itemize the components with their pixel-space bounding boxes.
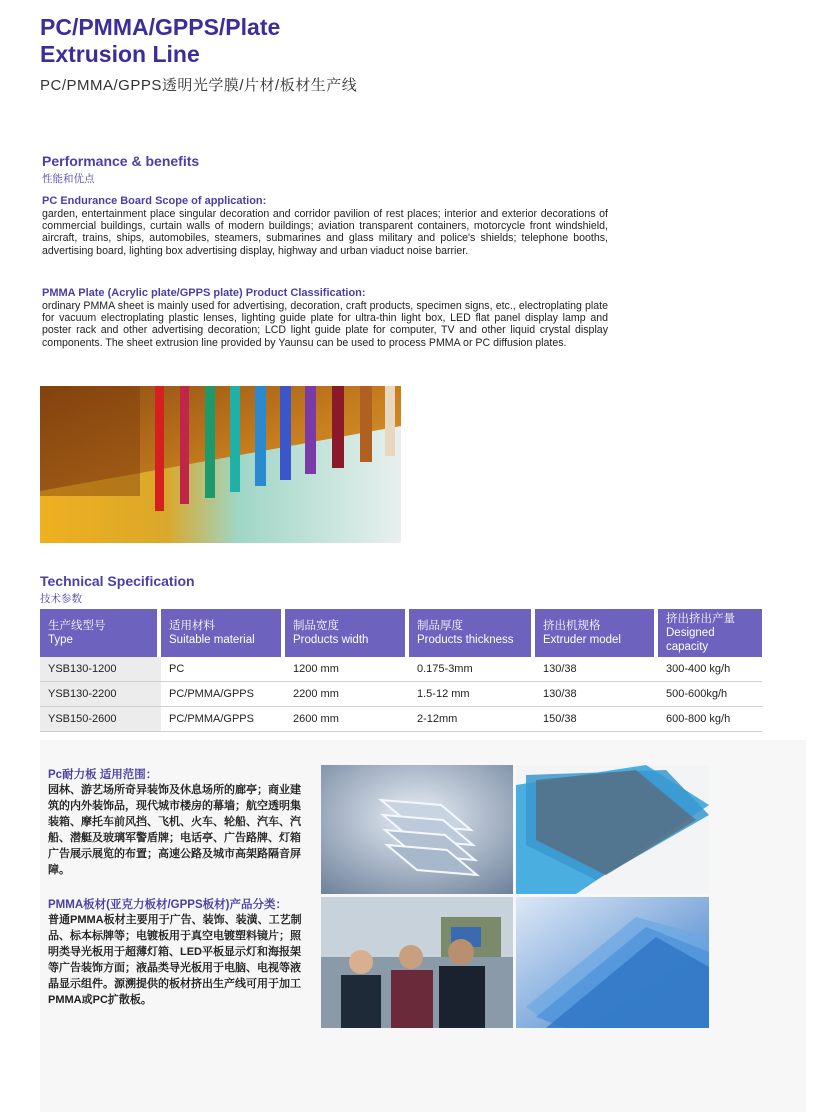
blue-panels-photo bbox=[516, 765, 709, 894]
table-row: YSB150-2600 PC/PMMA/GPPS 2600 mm 2-12mm 150/38 600-800 kg/h bbox=[40, 707, 762, 732]
pc-scope-heading: PC Endurance Board Scope of application: bbox=[42, 195, 267, 207]
spec-heading: Technical Specification bbox=[40, 573, 195, 589]
cn-pc-heading: Pc耐力板 适用范围： bbox=[48, 769, 158, 781]
performance-heading: Performance & benefits bbox=[42, 153, 200, 169]
table-row: YSB130-1200 PC 1200 mm 0.175-3mm 130/38 300-400 kg/h bbox=[40, 657, 762, 682]
cn-pmma-text: 普通PMMA板材主要用于广告、装饰、装潢、工艺制品、标本标牌等；电镀板用于真空电镀塑料镜片；照明类导光板用于超薄灯箱、LED平板显示灯和海报架等广告装饰方面；液晶类导光板用于电脑、电视等液晶显示组件。源溯提供的板材挤出生产线可用于加工PMMA或PC扩散板。 bbox=[48, 914, 302, 1006]
table-row: YSB130-2200 PC/PMMA/GPPS 2200 mm 1.5-12 mm 130/38 500-600kg/h bbox=[40, 682, 762, 707]
title-line-1: PC/PMMA/GPPS/Plate bbox=[40, 14, 281, 40]
cn-pc-text: 园林、游艺场所奇异装饰及休息场所的廊亭；商业建筑的内外装饰品，现代城市楼房的幕墙；航空透明集装箱、摩托车前风挡、飞机、火车、轮船、汽车、汽船、潜艇及玻璃军警盾牌；电话亭、广告路牌、灯箱广告展示展览的布置；高速公路及城市高架路隔音屏障。 bbox=[48, 784, 301, 876]
colored-plates-photo bbox=[40, 386, 401, 543]
factory-people-photo bbox=[321, 897, 513, 1028]
page-title bbox=[40, 14, 280, 68]
col-width: 制品宽度 Products width bbox=[285, 609, 409, 657]
diffusion-plates-photo bbox=[516, 897, 709, 1028]
spec-header-row bbox=[40, 609, 762, 657]
subtitle-cn: PC/PMMA/GPPS透明光学膜/片材/板材生产线 bbox=[40, 77, 358, 94]
pmma-heading: PMMA Plate (Acrylic plate/GPPS plate) Product Classification: bbox=[42, 287, 366, 299]
clear-plates-photo bbox=[321, 765, 513, 894]
col-thickness: 制品厚度 Products thickness bbox=[409, 609, 535, 657]
pc-scope-text: garden, entertainment place singular decoration and corridor pavilion of rest places; interior and exterior decorations of commercial buildings, curtain walls of modern buildings; aviation transparent containers, motorcycle front windshield, aircraft, trains, ships, automobiles, steamers, submarines and glass military and police's shields; telephone booths, advertising board, lighting box advertising display, highway and urban viaduct noise barrier. bbox=[42, 208, 608, 257]
performance-heading-cn: 性能和优点 bbox=[42, 173, 95, 185]
col-type: 生产线型号 Type bbox=[40, 609, 161, 657]
spec-heading-cn: 技术参数 bbox=[40, 593, 82, 605]
spec-table bbox=[40, 609, 762, 732]
title-line-2: Extrusion Line bbox=[40, 41, 200, 67]
col-material: 适用材料 Suitable material bbox=[161, 609, 285, 657]
col-capacity: 挤出挤出产量 Designed capacity bbox=[658, 609, 762, 657]
col-extruder: 挤出机规格 Extruder model bbox=[535, 609, 658, 657]
cn-pmma-heading: PMMA板材(亚克力板材/GPPS板材)产品分类： bbox=[48, 899, 287, 911]
pmma-text: ordinary PMMA sheet is mainly used for advertising, decoration, craft products, specimen signs, etc., electroplating plate for vacuum electroplating plastic lenses, lighting guide plate for ultra-thin light box, LED flat panel display lamp and poster rack and other advertising decoration; LCD light guide plate for computer, TV and other liquid crystal display components. The sheet extrusion line provided by Yaunsu can be used to process PMMA or PC diffusion plates. bbox=[42, 300, 608, 349]
